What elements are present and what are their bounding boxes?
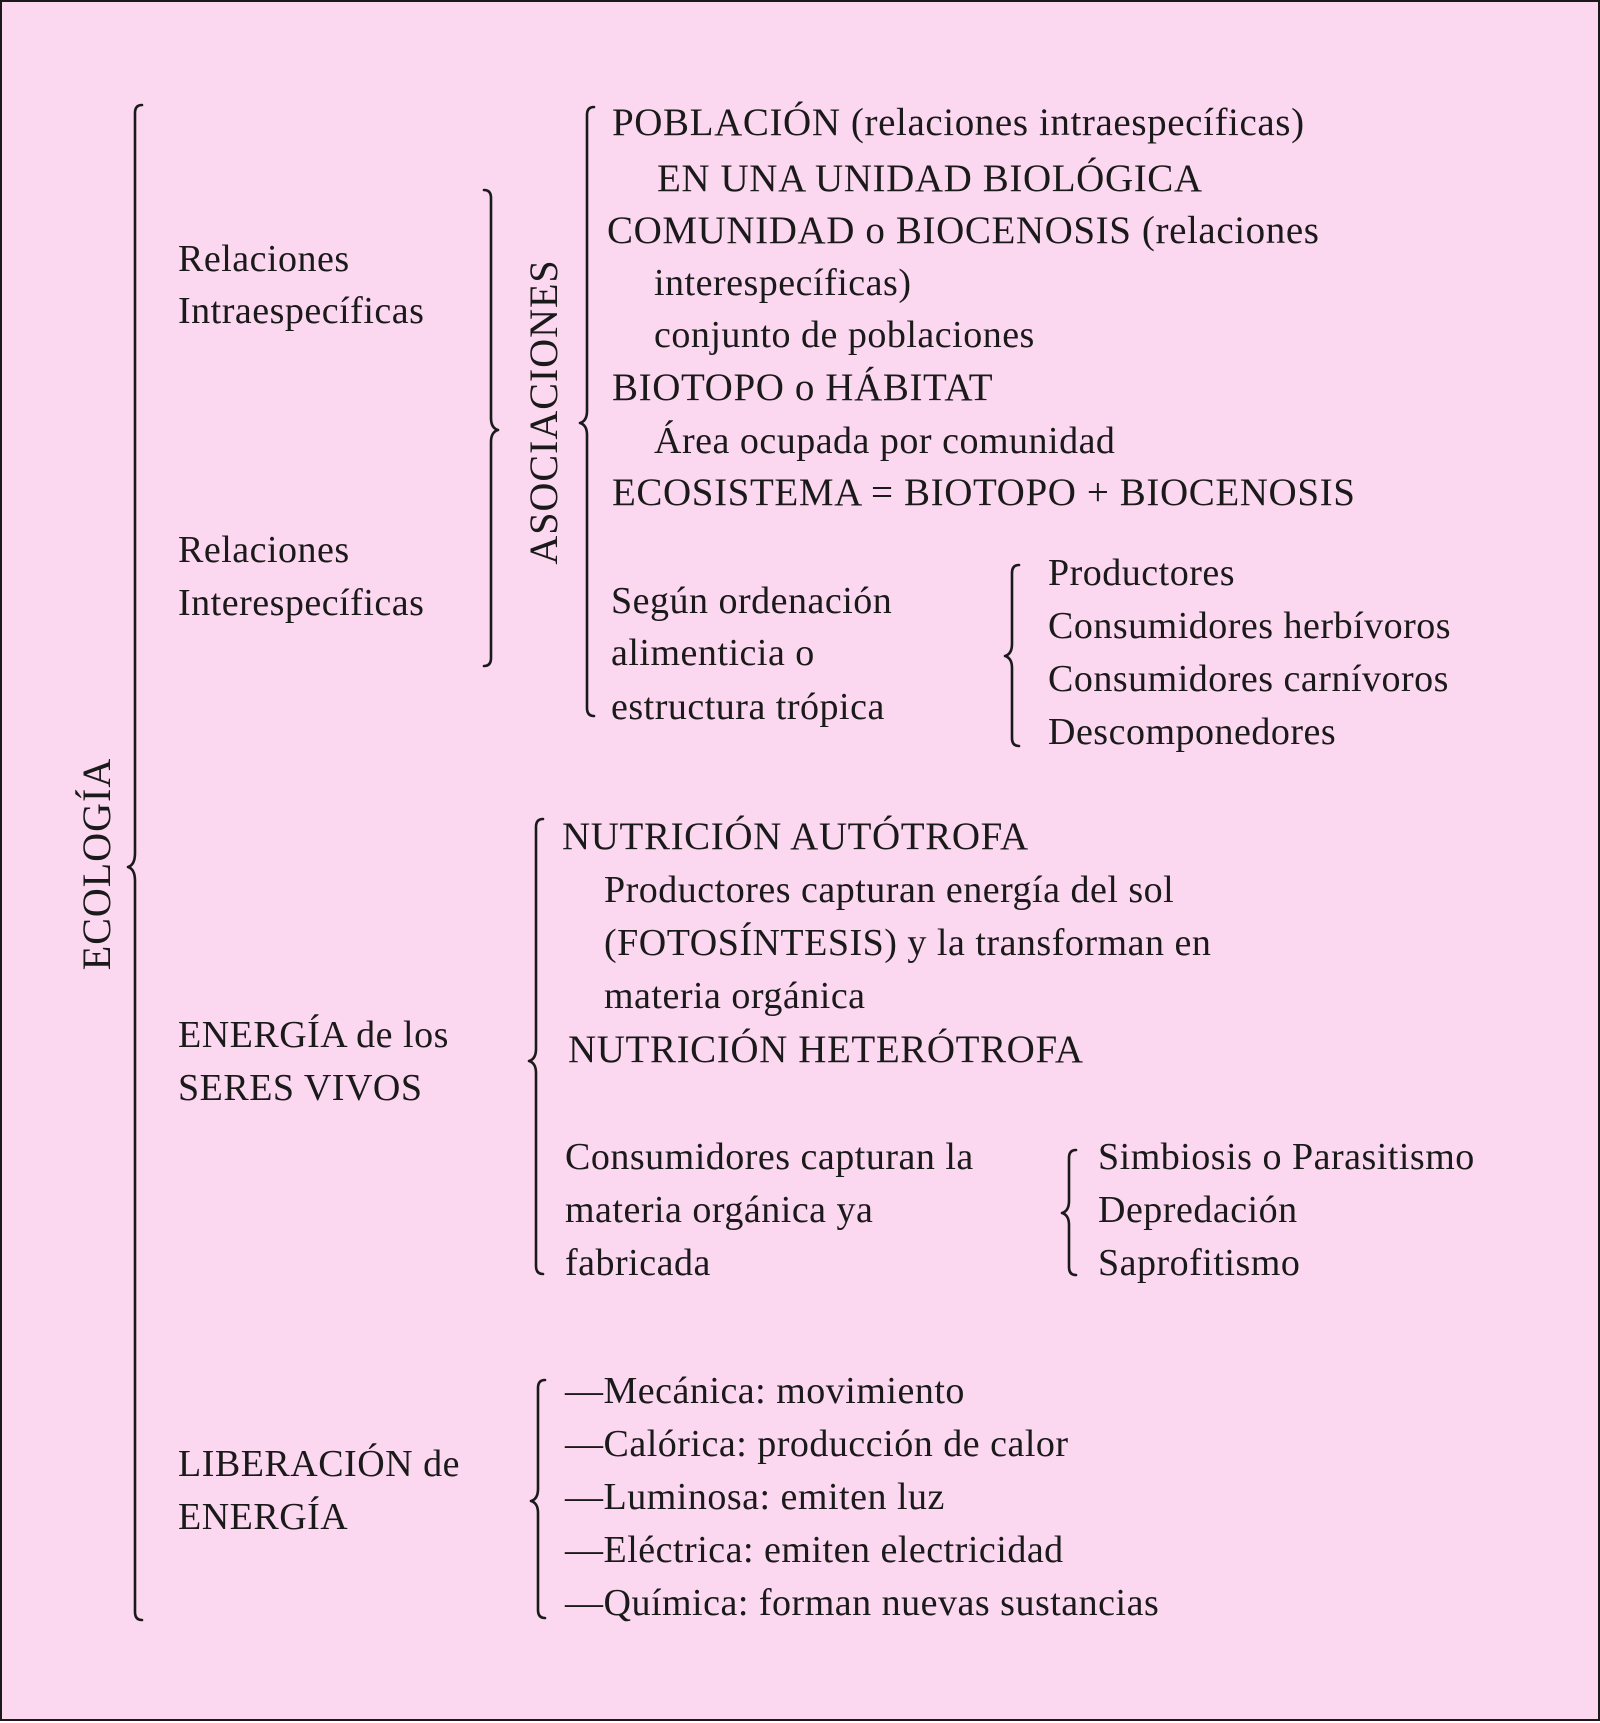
heterotrofa-title: NUTRICIÓN HETERÓTROFA xyxy=(568,1028,1084,1071)
trophic-item-herbivoros: Consumidores herbívoros xyxy=(1048,605,1452,647)
unidad-biologica-line: EN UNA UNIDAD BIOLÓGICA xyxy=(657,157,1203,200)
heterotrofa-item-simbiosis: Simbiosis o Parasitismo xyxy=(1098,1136,1475,1178)
liberacion-label-line1: LIBERACIÓN de xyxy=(178,1443,460,1485)
conjunto-poblaciones-line: conjunto de poblaciones xyxy=(654,314,1035,356)
relaciones-intra-line1: Relaciones xyxy=(178,238,350,280)
autotrofa-line2: (FOTOSÍNTESIS) y la transforman en xyxy=(604,922,1212,964)
asociaciones-label: ASOCIACIONES xyxy=(521,259,566,565)
area-ocupada-line: Área ocupada por comunidad xyxy=(654,420,1116,462)
relaciones-inter-line1: Relaciones xyxy=(178,529,350,571)
autotrofa-line1: Productores capturan energía del sol xyxy=(604,869,1175,911)
trophic-item-productores: Productores xyxy=(1048,552,1236,594)
trophic-line2: alimenticia o xyxy=(611,632,815,674)
biotopo-line: BIOTOPO o HÁBITAT xyxy=(612,366,994,409)
heterotrofa-line1: Consumidores capturan la xyxy=(565,1136,974,1178)
relaciones-brace xyxy=(484,190,498,666)
heterotrofa-line2: materia orgánica ya xyxy=(565,1189,874,1231)
release-item-luminosa: —Luminosa: emiten luz xyxy=(565,1476,945,1518)
energia-label-line1: ENERGÍA de los xyxy=(178,1014,449,1056)
liberacion-label-line2: ENERGÍA xyxy=(178,1496,349,1538)
heterotrofa-item-saprofitismo: Saprofitismo xyxy=(1098,1242,1301,1284)
ecologia-brace xyxy=(128,105,142,1620)
release-brace xyxy=(531,1380,545,1618)
energy-brace xyxy=(529,819,543,1274)
release-item-calorica: —Calórica: producción de calor xyxy=(565,1423,1069,1465)
release-item-electrica: —Eléctrica: emiten electricidad xyxy=(565,1529,1064,1571)
poblacion-line: POBLACIÓN (relaciones intraespecíficas) xyxy=(612,101,1305,144)
release-item-quimica: —Química: forman nuevas sustancias xyxy=(565,1582,1160,1624)
autotrofa-line3: materia orgánica xyxy=(604,975,866,1017)
trophic-brace xyxy=(1005,565,1019,746)
heterotrofa-line3: fabricada xyxy=(565,1242,711,1284)
comunidad-line: COMUNIDAD o BIOCENOSIS (relaciones xyxy=(607,209,1320,252)
trophic-line1: Según ordenación xyxy=(611,580,893,622)
ecosistema-line: ECOSISTEMA = BIOTOPO + BIOCENOSIS xyxy=(612,471,1356,514)
relaciones-intra-line2: Intraespecíficas xyxy=(178,290,425,332)
relaciones-inter-line2: Interespecíficas xyxy=(178,582,425,624)
release-item-mecanica: —Mecánica: movimiento xyxy=(565,1370,965,1412)
trophic-line3: estructura trópica xyxy=(611,686,885,728)
heterotrophic-brace xyxy=(1062,1150,1076,1275)
trophic-item-descomponedores: Descomponedores xyxy=(1048,711,1337,753)
interespecificas-line: interespecíficas) xyxy=(654,262,912,304)
trophic-item-carnivoros: Consumidores carnívoros xyxy=(1048,658,1449,700)
autotrofa-title: NUTRICIÓN AUTÓTROFA xyxy=(562,815,1029,858)
energia-label-line2: SERES VIVOS xyxy=(178,1067,423,1109)
asociaciones-brace xyxy=(580,107,594,716)
heterotrofa-item-depredacion: Depredación xyxy=(1098,1189,1298,1231)
ecologia-label: ECOLOGÍA xyxy=(74,757,119,971)
